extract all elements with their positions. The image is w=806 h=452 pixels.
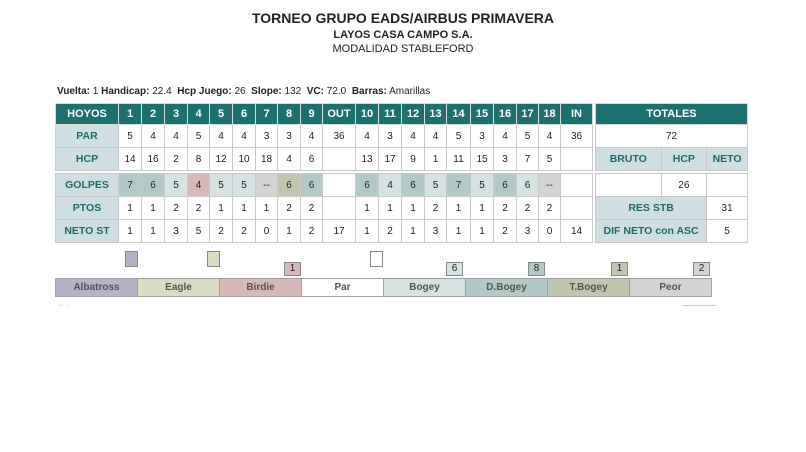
neto-cell-7: 0	[256, 220, 278, 243]
par-cell-5: 4	[210, 125, 233, 148]
golpes-cell-13: 5	[425, 174, 447, 197]
ptos-cell-17: 2	[517, 197, 539, 220]
hoyos-cell-12: 12	[402, 104, 425, 125]
golpes-cell-2: 6	[142, 174, 165, 197]
eagle-count-swatch	[207, 251, 220, 267]
hcp-cell-6: 10	[233, 148, 256, 171]
hcp-cell-15: 15	[471, 148, 494, 171]
neto-cell-18: 0	[539, 220, 561, 243]
hcp-cell-out	[323, 148, 356, 171]
hcp-cell-1: 14	[119, 148, 142, 171]
legend-dbogey: D.Bogey	[465, 278, 548, 297]
par-cell-3: 4	[165, 125, 188, 148]
golpes-cell-in	[561, 174, 593, 197]
golpes-cell-8: 6	[278, 174, 301, 197]
par-cell-12: 4	[402, 125, 425, 148]
ptos-cell-4: 2	[188, 197, 210, 220]
legend-tbogey: T.Bogey	[547, 278, 630, 297]
hcp-cell-4: 8	[188, 148, 210, 171]
par-label: PAR	[56, 125, 119, 148]
neto-cell-14: 1	[447, 220, 471, 243]
barras-value: Amarillas	[389, 86, 431, 97]
hcp-cell-in	[561, 148, 593, 171]
par-cell-16: 4	[494, 125, 517, 148]
ptos-cell-13: 2	[425, 197, 447, 220]
ptos-cell-15: 1	[471, 197, 494, 220]
bruto-value	[596, 174, 662, 197]
golpes-cell-18: --	[539, 174, 561, 197]
par-cell-8: 3	[278, 125, 301, 148]
ptos-cell-18: 2	[539, 197, 561, 220]
hcp-cell-2: 16	[142, 148, 165, 171]
hoyos-cell-1: 1	[119, 104, 142, 125]
hoyos-cell-9: 9	[301, 104, 323, 125]
neto-st-label: NETO ST	[56, 220, 119, 243]
neto-cell-15: 1	[471, 220, 494, 243]
handicap-label: Handicap:	[101, 86, 150, 97]
ptos-cell-3: 2	[165, 197, 188, 220]
vuelta-label: Vuelta:	[57, 86, 90, 97]
neto-cell-10: 1	[356, 220, 379, 243]
hoyos-cell-5: 5	[210, 104, 233, 125]
bruto-label: BRUTO	[596, 148, 662, 171]
par-cell-7: 3	[256, 125, 278, 148]
ptos-cell-7: 1	[256, 197, 278, 220]
slope-label: Slope:	[251, 86, 282, 97]
neto-cell-12: 1	[402, 220, 425, 243]
hoyos-cell-16: 16	[494, 104, 517, 125]
hoyos-cell-in: IN	[561, 104, 593, 125]
ptos-cell-11: 1	[379, 197, 402, 220]
hoyos-cell-13: 13	[425, 104, 447, 125]
ptos-cell-1: 1	[119, 197, 142, 220]
hoyos-cell-7: 7	[256, 104, 278, 125]
par-cell-out: 36	[323, 125, 356, 148]
hoyos-cell-3: 3	[165, 104, 188, 125]
neto-cell-2: 1	[142, 220, 165, 243]
modality: MODALIDAD STABLEFORD	[332, 43, 474, 55]
golpes-label: GOLPES	[56, 174, 119, 197]
neto-cell-6: 2	[233, 220, 256, 243]
tournament-title: TORNEO GRUPO EADS/AIRBUS PRIMAVERA	[251, 10, 555, 26]
handicap-value: 22.4	[152, 86, 172, 97]
par-total: 72	[596, 125, 748, 148]
neto-cell-1: 1	[119, 220, 142, 243]
neto-cell-17: 3	[517, 220, 539, 243]
slope-value: 132	[284, 86, 302, 97]
hoyos-cell-17: 17	[517, 104, 539, 125]
golpes-cell-12: 6	[402, 174, 425, 197]
ptos-cell-14: 1	[447, 197, 471, 220]
dbogey-count-swatch: 8	[528, 262, 545, 276]
totales-header: TOTALES	[596, 104, 748, 125]
ptos-label: PTOS	[56, 197, 119, 220]
par-cell-4: 5	[188, 125, 210, 148]
par-cell-in: 36	[561, 125, 593, 148]
hoyos-cell-14: 14	[447, 104, 471, 125]
par-cell-9: 4	[301, 125, 323, 148]
legend-albatross: Albatross	[55, 278, 138, 297]
ptos-cell-out	[323, 197, 356, 220]
golpes-cell-14: 7	[447, 174, 471, 197]
hcp-cell-7: 18	[256, 148, 278, 171]
res-stb-value: 31	[707, 197, 748, 220]
hcp-cell-9: 6	[301, 148, 323, 171]
neto-cell-out: 17	[323, 220, 356, 243]
golpes-cell-6: 5	[233, 174, 256, 197]
par-cell-6: 4	[233, 125, 256, 148]
ptos-cell-16: 2	[494, 197, 517, 220]
golpes-cell-5: 5	[210, 174, 233, 197]
par-cell-10: 4	[356, 125, 379, 148]
hcp-cell-12: 9	[402, 148, 425, 171]
hcp-cell-3: 2	[165, 148, 188, 171]
round-info	[57, 86, 430, 97]
golpes-cell-1: 7	[119, 174, 142, 197]
golpes-cell-4: 4	[188, 174, 210, 197]
total-hcp-label: HCP	[661, 148, 707, 171]
total-hcp-value: 26	[661, 174, 707, 197]
tbogey-count-swatch: 1	[611, 262, 628, 276]
hoyos-cell-11: 11	[379, 104, 402, 125]
hoyos-label: HOYOS	[56, 104, 119, 125]
par-count-swatch	[370, 251, 383, 267]
peor-count-swatch: 2	[693, 262, 710, 276]
club-name: LAYOS CASA CAMPO S.A.	[333, 29, 473, 41]
hoyos-cell-8: 8	[278, 104, 301, 125]
vc-value: 72.0	[326, 86, 347, 97]
par-cell-15: 3	[471, 125, 494, 148]
hcp-cell-13: 1	[425, 148, 447, 171]
par-cell-13: 4	[425, 125, 447, 148]
vuelta-value: 1	[92, 86, 99, 97]
golpes-cell-10: 6	[356, 174, 379, 197]
res-stb-label: RES STB	[596, 197, 707, 220]
neto-cell-9: 2	[301, 220, 323, 243]
neto-cell-4: 5	[188, 220, 210, 243]
par-cell-2: 4	[142, 125, 165, 148]
neto-cell-5: 2	[210, 220, 233, 243]
neto-cell-11: 2	[379, 220, 402, 243]
par-cell-1: 5	[119, 125, 142, 148]
hcp-cell-11: 17	[379, 148, 402, 171]
neto-cell-in: 14	[561, 220, 593, 243]
dif-neto-label: DIF NETO con ASC	[596, 220, 707, 243]
hoyos-cell-15: 15	[471, 104, 494, 125]
neto-label: NETO	[707, 148, 748, 171]
golpes-cell-15: 5	[471, 174, 494, 197]
hoyos-cell-6: 6	[233, 104, 256, 125]
golpes-cell-7: --	[256, 174, 278, 197]
hcp-juego-label: Hcp Juego:	[177, 86, 232, 97]
legend-par: Par	[301, 278, 384, 297]
ptos-cell-9: 2	[301, 197, 323, 220]
divider	[682, 305, 716, 306]
par-cell-11: 3	[379, 125, 402, 148]
golpes-cell-out	[323, 174, 356, 197]
golpes-cell-9: 6	[301, 174, 323, 197]
ptos-cell-6: 1	[233, 197, 256, 220]
neto-cell-8: 1	[278, 220, 301, 243]
golpes-cell-17: 6	[517, 174, 539, 197]
ptos-cell-in	[561, 197, 593, 220]
hoyos-cell-2: 2	[142, 104, 165, 125]
bogey-count-swatch: 6	[446, 262, 463, 276]
hcp-cell-10: 13	[356, 148, 379, 171]
legend-bogey: Bogey	[383, 278, 466, 297]
hcp-cell-8: 4	[278, 148, 301, 171]
hcp-cell-16: 3	[494, 148, 517, 171]
totals-table	[595, 103, 748, 243]
hcp-label: HCP	[56, 148, 119, 171]
ptos-cell-12: 1	[402, 197, 425, 220]
ptos-cell-8: 2	[278, 197, 301, 220]
golpes-cell-16: 6	[494, 174, 517, 197]
neto-value	[707, 174, 748, 197]
neto-cell-16: 2	[494, 220, 517, 243]
scorecard-table	[55, 103, 593, 243]
ptos-cell-5: 1	[210, 197, 233, 220]
legend-peor: Peor	[629, 278, 712, 297]
vc-label: VC:	[306, 86, 324, 97]
par-cell-14: 5	[447, 125, 471, 148]
par-cell-17: 5	[517, 125, 539, 148]
hoyos-cell-10: 10	[356, 104, 379, 125]
cut-off-text: ··· ·	[57, 302, 69, 309]
dif-neto-value: 5	[707, 220, 748, 243]
par-cell-18: 4	[539, 125, 561, 148]
golpes-cell-11: 4	[379, 174, 402, 197]
hcp-cell-17: 7	[517, 148, 539, 171]
neto-cell-13: 3	[425, 220, 447, 243]
hcp-cell-5: 12	[210, 148, 233, 171]
albatross-count-swatch	[125, 251, 138, 267]
ptos-cell-10: 1	[356, 197, 379, 220]
hoyos-cell-18: 18	[539, 104, 561, 125]
golpes-cell-3: 5	[165, 174, 188, 197]
hcp-cell-18: 5	[539, 148, 561, 171]
ptos-cell-2: 1	[142, 197, 165, 220]
hcp-juego-value: 26	[234, 86, 246, 97]
legend-eagle: Eagle	[137, 278, 220, 297]
legend-birdie: Birdie	[219, 278, 302, 297]
hoyos-cell-out: OUT	[323, 104, 356, 125]
hcp-cell-14: 11	[447, 148, 471, 171]
neto-cell-3: 3	[165, 220, 188, 243]
barras-label: Barras:	[351, 86, 387, 97]
hoyos-cell-4: 4	[188, 104, 210, 125]
birdie-count-swatch: 1	[284, 262, 301, 276]
